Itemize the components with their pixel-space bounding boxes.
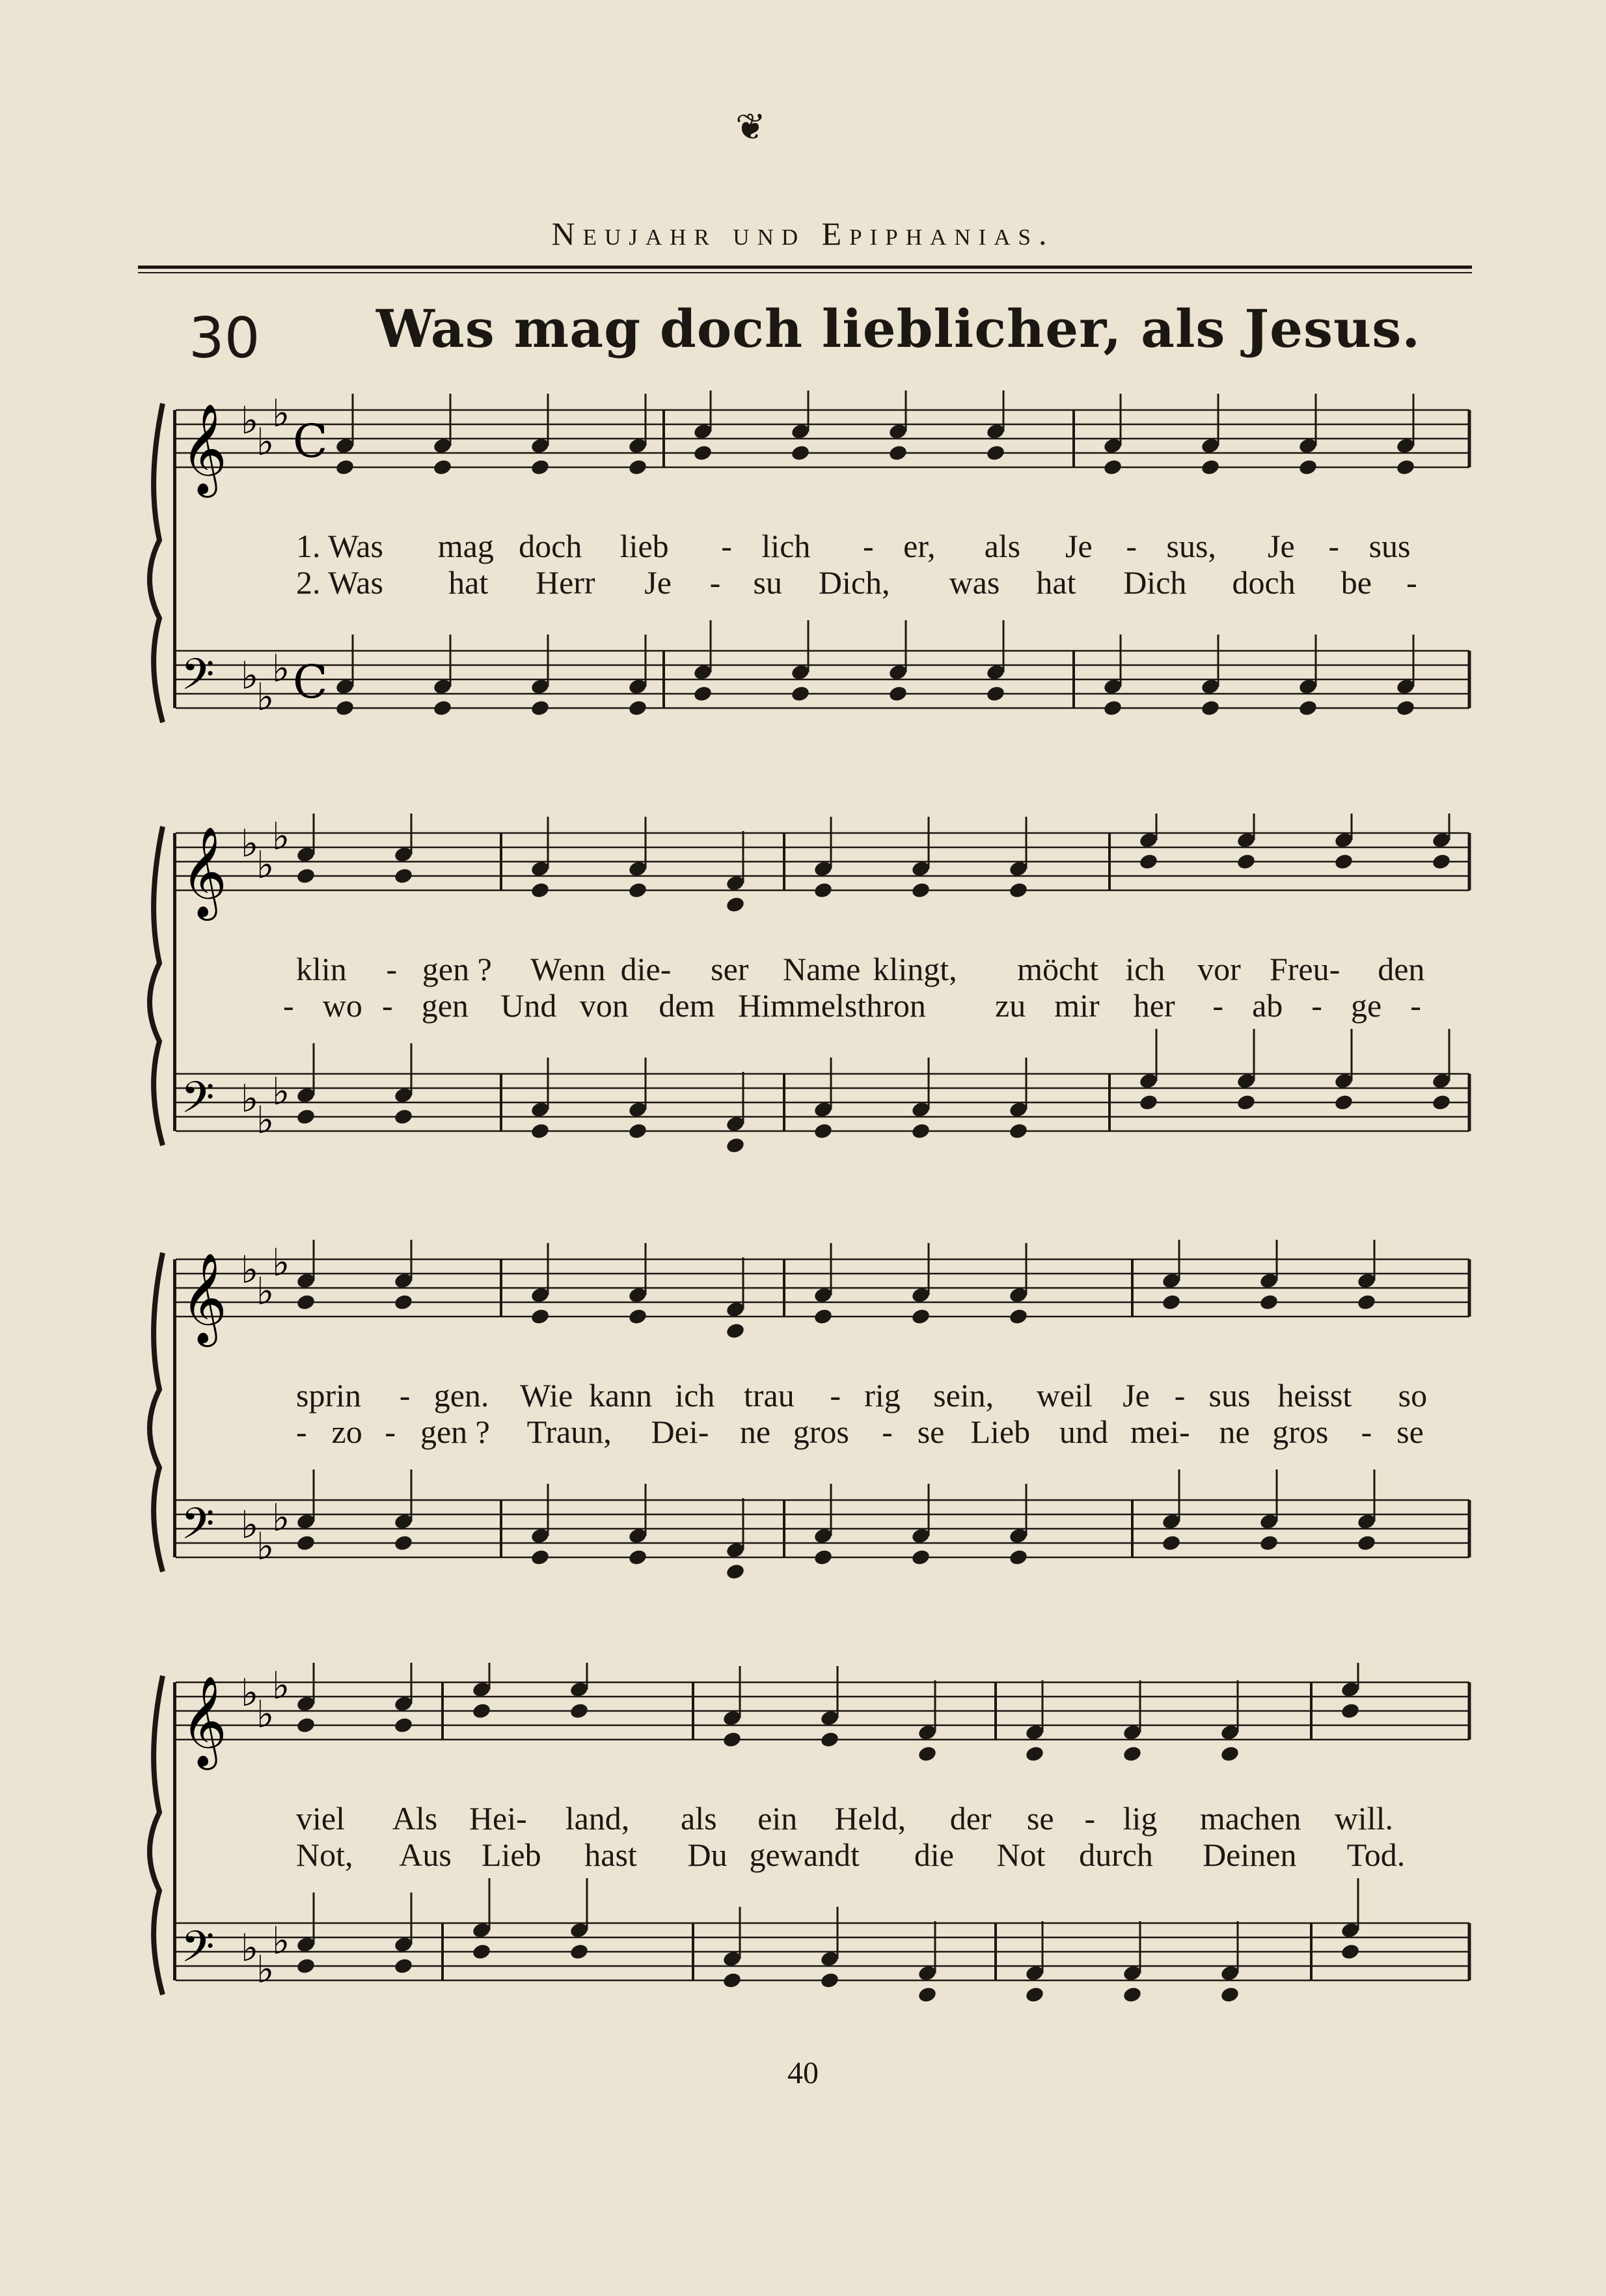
system-3 — [0, 1240, 1606, 1617]
lyric-syllable: - — [385, 1414, 396, 1450]
lyric-syllable: - — [1126, 528, 1137, 564]
note-head — [819, 1971, 839, 1989]
lyric-syllable: - — [1361, 1414, 1372, 1450]
page-number: 40 — [787, 2056, 819, 2090]
flat-icon: ♭ — [272, 1663, 290, 1708]
lyric-syllable: - — [1328, 528, 1340, 564]
flat-icon: ♭ — [241, 1671, 259, 1715]
lyric-syllable: Dich — [1123, 564, 1187, 601]
note-head — [1395, 699, 1415, 717]
lyric-syllable: - — [1174, 1377, 1186, 1414]
lyric-syllable: Herr — [535, 564, 595, 601]
lyric-syllable: Not, — [296, 1837, 353, 1873]
lyric-syllable: - — [296, 1414, 307, 1450]
flat-icon: ♭ — [272, 1496, 290, 1540]
header-rule-thin — [138, 272, 1472, 273]
lyric-syllable: mir — [1054, 987, 1100, 1024]
flat-icon: ♭ — [256, 1692, 275, 1736]
note-head — [910, 1122, 931, 1140]
lyric-syllable: Hei- — [469, 1800, 527, 1837]
lyric-syllable: - — [1084, 1800, 1096, 1837]
note-head — [1122, 1986, 1142, 2004]
flat-icon: ♭ — [272, 1240, 290, 1285]
note-head — [1236, 1093, 1256, 1112]
lyric-syllable: den — [1378, 951, 1425, 987]
lyric-syllable: Je — [1268, 528, 1295, 564]
lyric-syllable: hast — [584, 1837, 637, 1873]
lyric-syllable: Lieb — [481, 1837, 541, 1873]
lyric-syllable: die — [914, 1837, 954, 1873]
note-head — [627, 458, 647, 476]
note-head — [432, 699, 452, 717]
lyric-syllable: machen — [1199, 1800, 1301, 1837]
note-head — [819, 1730, 839, 1749]
bass-clef-icon: 𝄢 — [181, 1922, 215, 1982]
treble-clef-icon: 𝄞 — [181, 827, 227, 917]
system-barline — [173, 410, 176, 708]
lyric-syllable: so — [1398, 1377, 1428, 1414]
system-4 — [0, 1663, 1606, 2040]
brace — [150, 403, 163, 722]
lyric-syllable: Je — [644, 564, 672, 601]
note-head — [530, 1307, 550, 1326]
lyric-syllable: lig — [1123, 1800, 1158, 1837]
lyric-syllable: viel — [296, 1800, 345, 1837]
lyric-syllable: be — [1341, 564, 1372, 601]
lyric-syllable: - — [862, 528, 874, 564]
note-head — [393, 1957, 413, 1975]
lyric-syllable: sus — [1368, 528, 1411, 564]
note-head — [1161, 1534, 1181, 1552]
note-head — [1008, 1122, 1028, 1140]
note-head — [1333, 1093, 1354, 1112]
note-head — [334, 458, 355, 476]
note-head — [432, 458, 452, 476]
flat-icon: ♭ — [256, 1098, 275, 1142]
lyric-syllable: ein — [757, 1800, 798, 1837]
system-barline — [173, 1682, 176, 1980]
lyric-syllable: Lieb — [970, 1414, 1031, 1450]
lyric-syllable: - — [709, 564, 721, 601]
lyric-syllable: ich — [675, 1377, 715, 1414]
note-head — [813, 1307, 833, 1326]
note-head — [1356, 1293, 1376, 1311]
note-head — [722, 1730, 742, 1749]
lyric-syllable: doch — [519, 528, 582, 564]
flat-icon: ♭ — [256, 675, 275, 719]
lyric-syllable: gen ? — [420, 1414, 490, 1450]
note-head — [1340, 1702, 1360, 1720]
system-1 — [0, 390, 1606, 768]
note-head — [1008, 881, 1028, 899]
flat-icon: ♭ — [241, 398, 259, 443]
lyric-syllable: Dich, — [818, 564, 890, 601]
note-head — [393, 1108, 413, 1126]
lyric-syllable: er, — [903, 528, 936, 564]
note-head — [1356, 1534, 1376, 1552]
note-head — [569, 1702, 589, 1720]
note-head — [910, 1548, 931, 1566]
flat-icon: ♭ — [272, 646, 290, 690]
note-head — [295, 1716, 316, 1734]
flat-icon: ♭ — [272, 391, 290, 435]
lyric-syllable: kann — [588, 1377, 653, 1414]
flat-icon: ♭ — [241, 1248, 259, 1292]
note-head — [471, 1702, 491, 1720]
note-head — [1395, 458, 1415, 476]
note-head — [1102, 699, 1123, 717]
lyric-syllable: weil — [1036, 1377, 1093, 1414]
lyric-syllable: will. — [1334, 1800, 1393, 1837]
note-head — [1259, 1534, 1279, 1552]
flat-icon: ♭ — [241, 653, 259, 698]
note-head — [1138, 1093, 1158, 1112]
note-head — [530, 1548, 550, 1566]
note-head — [627, 881, 647, 899]
note-head — [471, 1943, 491, 1961]
lyric-syllable: gros — [1272, 1414, 1329, 1450]
note-head — [888, 685, 908, 703]
note-head — [295, 1534, 316, 1552]
lyric-syllable: - — [1406, 564, 1417, 601]
lyric-syllable: Je — [1123, 1377, 1150, 1414]
lyric-syllable: sprin — [296, 1377, 361, 1414]
note-head — [790, 444, 810, 462]
treble-clef-icon: 𝄞 — [181, 1253, 227, 1343]
note-head — [1008, 1548, 1028, 1566]
note-head — [627, 1122, 647, 1140]
lyric-syllable: sein, — [933, 1377, 994, 1414]
note-head — [813, 881, 833, 899]
lyric-syllable: se — [1026, 1800, 1054, 1837]
section-title: Neujahr und Epiphanias. — [551, 215, 1055, 252]
flat-icon: ♭ — [256, 1269, 275, 1313]
flat-icon: ♭ — [256, 420, 275, 464]
note-head — [393, 1293, 413, 1311]
note-head — [917, 1986, 937, 2004]
note-head — [530, 1122, 550, 1140]
bass-clef-icon: 𝄢 — [181, 1499, 215, 1559]
lyric-syllable: klingt, — [873, 951, 957, 987]
note-head — [888, 444, 908, 462]
lyric-syllable: - — [399, 1377, 411, 1414]
lyric-syllable: als — [984, 528, 1021, 564]
time-signature: C — [293, 655, 328, 709]
lyric-syllable: lieb — [619, 528, 669, 564]
lyric-syllable: mei- — [1130, 1414, 1190, 1450]
note-head — [393, 867, 413, 885]
lyric-syllable: Wie — [520, 1377, 573, 1414]
treble-clef-icon: 𝄞 — [181, 1676, 227, 1766]
lyric-syllable: Wenn — [530, 951, 606, 987]
note-head — [725, 1136, 745, 1155]
lyric-syllable: 2. Was — [296, 564, 383, 601]
note-head — [1219, 1745, 1240, 1763]
note-head — [692, 444, 713, 462]
note-head — [725, 1563, 745, 1581]
flat-icon: ♭ — [241, 1926, 259, 1970]
lyric-syllable: gen. — [433, 1377, 489, 1414]
lyric-syllable: möcht — [1017, 951, 1099, 987]
lyric-syllable: durch — [1079, 1837, 1153, 1873]
lyric-syllable: her — [1133, 987, 1175, 1024]
note-head — [1024, 1986, 1044, 2004]
treble-clef-icon: 𝄞 — [181, 403, 227, 494]
lyric-syllable: su — [753, 564, 782, 601]
lyric-syllable: Dei- — [651, 1414, 709, 1450]
system-barline — [173, 833, 176, 1131]
flat-icon: ♭ — [241, 1503, 259, 1547]
lyric-syllable: Traun, — [526, 1414, 612, 1450]
note-head — [1340, 1943, 1360, 1961]
note-head — [1236, 853, 1256, 871]
flat-icon: ♭ — [272, 814, 290, 858]
lyric-syllable: - — [283, 987, 294, 1024]
lyric-syllable: der — [949, 1800, 992, 1837]
note-head — [1122, 1745, 1142, 1763]
brace — [150, 1676, 163, 1995]
lyric-syllable: dem — [659, 987, 715, 1024]
note-head — [1259, 1293, 1279, 1311]
lyric-syllable: - — [1311, 987, 1322, 1024]
lyric-syllable: - — [1410, 987, 1421, 1024]
system-2 — [0, 813, 1606, 1191]
lyric-syllable: - — [721, 528, 732, 564]
lyric-syllable: land, — [565, 1800, 630, 1837]
flat-icon: ♭ — [241, 1076, 259, 1121]
lyric-syllable: - — [882, 1414, 893, 1450]
note-head — [1431, 853, 1451, 871]
note-head — [530, 881, 550, 899]
lyric-syllable: - — [381, 987, 393, 1024]
lyric-syllable: ser — [711, 951, 749, 987]
note-head — [910, 1307, 931, 1326]
note-head — [725, 1322, 745, 1340]
lyric-syllable: ge — [1351, 987, 1382, 1024]
flat-icon: ♭ — [272, 1069, 290, 1114]
bass-clef-icon: 𝄢 — [181, 649, 215, 710]
flat-icon: ♭ — [256, 843, 275, 887]
lyric-syllable: wo — [322, 987, 362, 1024]
lyric-syllable: ne — [739, 1414, 771, 1450]
lyric-syllable: Du — [687, 1837, 728, 1873]
lyric-syllable: - — [830, 1377, 841, 1414]
lyric-syllable: Freu- — [1269, 951, 1341, 987]
bass-clef-icon: 𝄢 — [181, 1073, 215, 1133]
note-head — [1200, 699, 1220, 717]
time-signature: C — [293, 415, 328, 468]
lyric-syllable: lich — [761, 528, 811, 564]
lyric-syllable: sus — [1208, 1377, 1251, 1414]
note-head — [393, 1534, 413, 1552]
note-head — [295, 867, 316, 885]
lyric-syllable: was — [949, 564, 1000, 601]
note-head — [569, 1943, 589, 1961]
lyric-syllable: mag — [437, 528, 494, 564]
ornament-icon: ❦ — [735, 106, 766, 148]
note-head — [334, 699, 355, 717]
note-head — [627, 1548, 647, 1566]
note-head — [917, 1745, 937, 1763]
lyric-syllable: Je — [1065, 528, 1093, 564]
lyric-syllable: gewandt — [749, 1837, 860, 1873]
lyric-syllable: Himmelsthron — [737, 987, 926, 1024]
lyric-syllable: trau — [744, 1377, 795, 1414]
lyric-syllable: heisst — [1277, 1377, 1352, 1414]
note-head — [985, 444, 1005, 462]
note-head — [813, 1122, 833, 1140]
note-head — [1024, 1745, 1044, 1763]
note-head — [790, 685, 810, 703]
lyric-syllable: ne — [1219, 1414, 1250, 1450]
note-head — [813, 1548, 833, 1566]
brace — [150, 827, 163, 1145]
note-head — [985, 685, 1005, 703]
lyric-syllable: als — [681, 1800, 717, 1837]
lyric-syllable: gen — [421, 987, 469, 1024]
note-head — [722, 1971, 742, 1989]
note-head — [910, 881, 931, 899]
lyric-syllable: von — [579, 987, 629, 1024]
system-barline — [173, 1259, 176, 1557]
note-head — [530, 458, 550, 476]
hymn-number: 30 — [189, 306, 260, 371]
lyric-syllable: ich — [1125, 951, 1165, 987]
lyric-syllable: 1. Was — [296, 528, 383, 564]
lyric-syllable: zo — [331, 1414, 362, 1450]
note-head — [692, 685, 713, 703]
note-head — [1008, 1307, 1028, 1326]
lyric-syllable: Held, — [834, 1800, 906, 1837]
note-head — [530, 699, 550, 717]
note-head — [1298, 458, 1318, 476]
note-head — [393, 1716, 413, 1734]
note-head — [1219, 1986, 1240, 2004]
lyric-syllable: - — [1212, 987, 1223, 1024]
lyric-syllable: se — [917, 1414, 945, 1450]
hymn-title: Was mag doch lieblicher, als Jesus. — [376, 298, 1421, 359]
lyric-syllable: hat — [1036, 564, 1076, 601]
brace — [150, 1253, 163, 1572]
note-head — [1200, 458, 1220, 476]
note-head — [295, 1293, 316, 1311]
flat-icon: ♭ — [241, 821, 259, 866]
lyric-syllable: gen ? — [422, 951, 492, 987]
lyric-syllable: Aus — [399, 1837, 452, 1873]
lyric-syllable: Als — [392, 1800, 438, 1837]
note-head — [627, 1307, 647, 1326]
flat-icon: ♭ — [256, 1524, 275, 1568]
lyric-syllable: Tod. — [1346, 1837, 1406, 1873]
lyric-syllable: Deinen — [1203, 1837, 1297, 1873]
lyric-syllable: se — [1396, 1414, 1424, 1450]
lyric-syllable: - — [386, 951, 398, 987]
lyric-syllable: rig — [864, 1377, 901, 1414]
lyric-syllable: klin — [296, 951, 347, 987]
note-head — [295, 1108, 316, 1126]
lyric-syllable: gros — [793, 1414, 849, 1450]
note-head — [725, 895, 745, 914]
note-head — [1138, 853, 1158, 871]
lyric-syllable: hat — [448, 564, 489, 601]
lyric-syllable: zu — [995, 987, 1026, 1024]
lyric-syllable: die- — [620, 951, 672, 987]
note-head — [295, 1957, 316, 1975]
header-rule — [138, 266, 1472, 269]
lyric-syllable: Not — [996, 1837, 1046, 1873]
lyric-syllable: doch — [1232, 564, 1296, 601]
flat-icon: ♭ — [256, 1947, 275, 1991]
note-head — [1102, 458, 1123, 476]
lyric-syllable: Und — [500, 987, 557, 1024]
lyric-syllable: Name — [782, 951, 861, 987]
note-head — [1298, 699, 1318, 717]
lyric-syllable: ab — [1252, 987, 1283, 1024]
note-head — [627, 699, 647, 717]
note-head — [1431, 1093, 1451, 1112]
lyric-syllable: vor — [1197, 951, 1241, 987]
lyric-syllable: und — [1059, 1414, 1108, 1450]
lyric-syllable: sus, — [1166, 528, 1216, 564]
note-head — [1333, 853, 1354, 871]
flat-icon: ♭ — [272, 1919, 290, 1963]
note-head — [1161, 1293, 1181, 1311]
